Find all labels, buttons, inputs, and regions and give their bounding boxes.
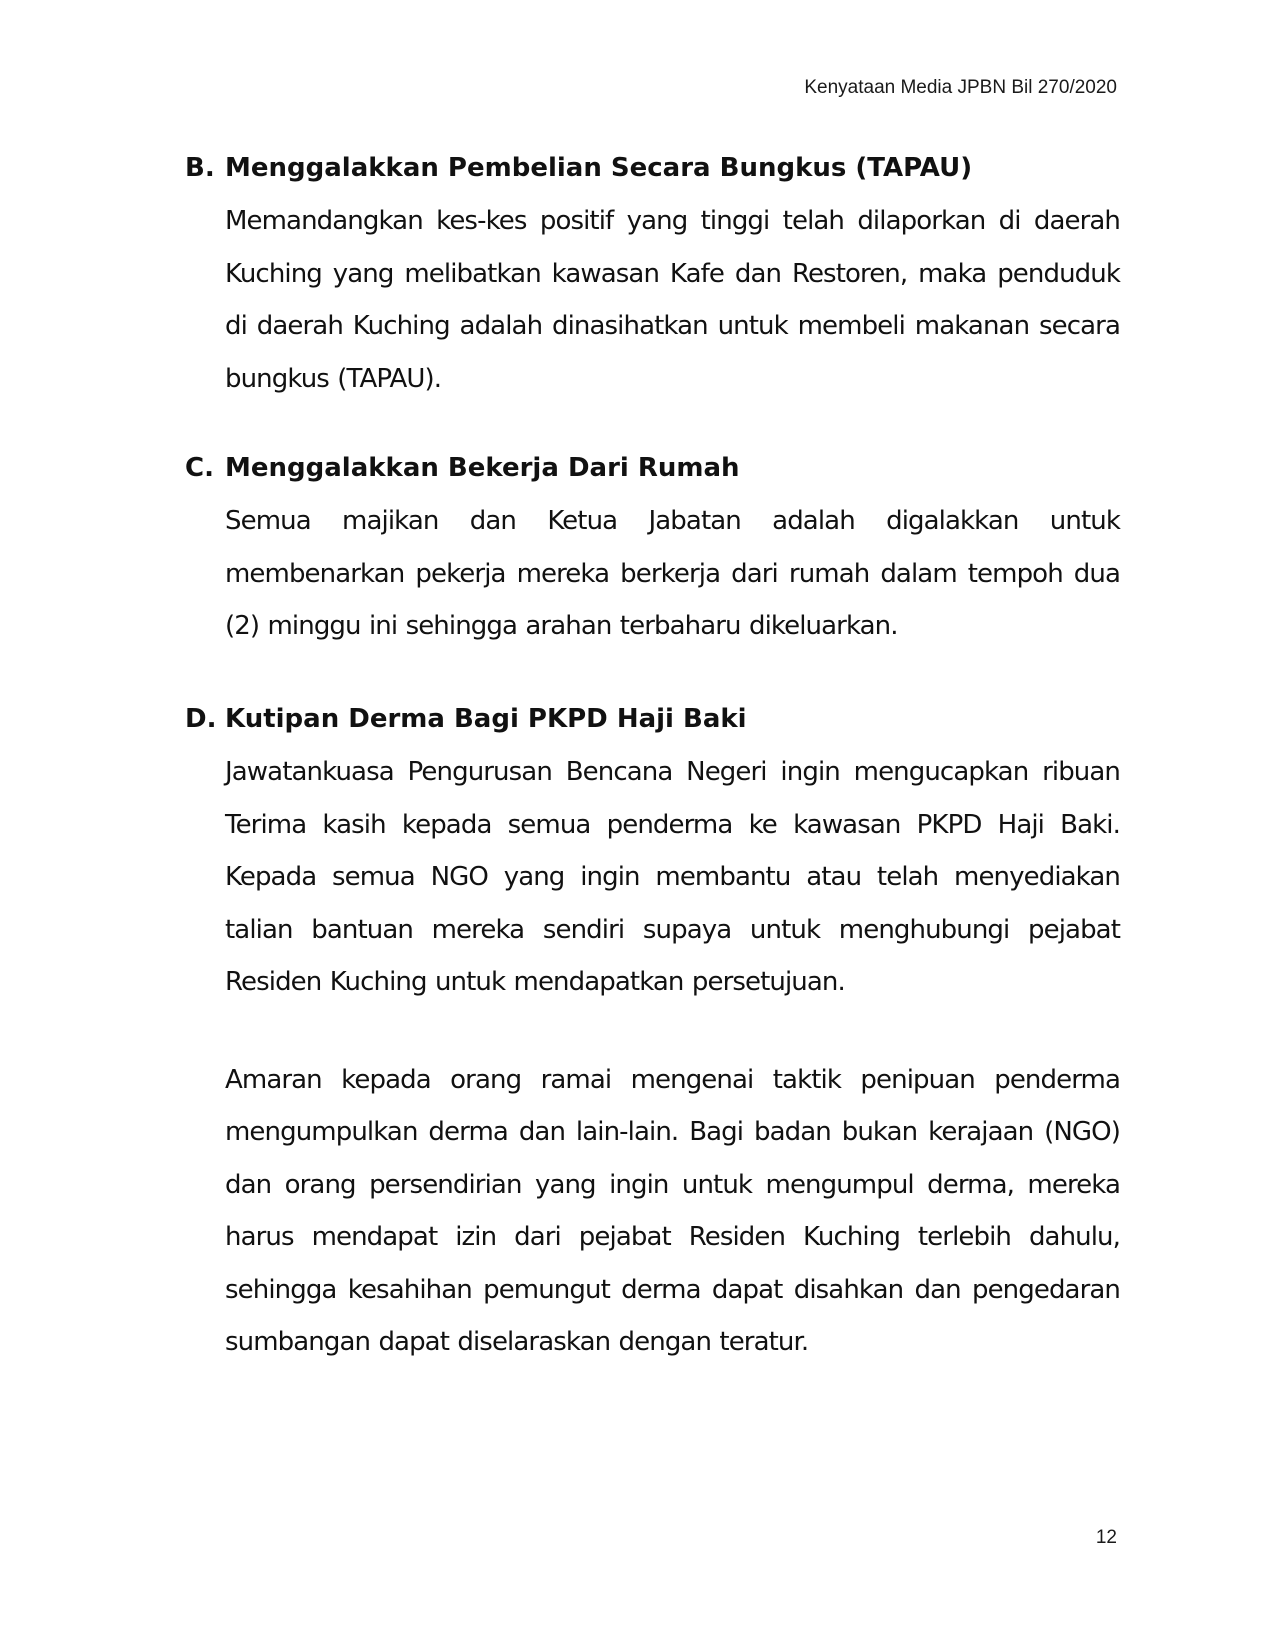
section-b-letter: B. <box>185 153 215 183</box>
section-c-paragraph: Semua majikan dan Ketua Jabatan adalah digalakkan untuk membenarkan pekerja mereka berkerja dari rumah dalam tempoh dua (2) minggu ini sehingga arahan terbaharu dikeluarkan. <box>225 506 1120 641</box>
section-d-letter: D. <box>185 704 217 734</box>
section-c-title: Menggalakkan Bekerja Dari Rumah <box>225 453 740 483</box>
section-d-paragraph-1: Jawatankuasa Pengurusan Bencana Negeri ingin mengucapkan ribuan Terima kasih kepada semua penderma ke kawasan PKPD Haji Baki. Kepada semua NGO yang ingin membantu atau telah menyediakan talian bantuan mereka sendiri supaya untuk menghubungi pejabat Residen Kuching untuk mendapatkan persetujuan. <box>225 757 1120 997</box>
page-number: 12 <box>1095 1527 1117 1548</box>
section-b-paragraph: Memandangkan kes-kes positif yang tinggi telah dilaporkan di daerah Kuching yang melibatkan kawasan Kafe dan Restoren, maka penduduk di daerah Kuching adalah dinasihatkan untuk membeli makanan secara bungkus (TAPAU). <box>225 206 1120 394</box>
section-c-heading <box>185 452 1120 484</box>
section-c <box>185 452 1120 653</box>
section-b-heading <box>185 152 1120 184</box>
section-c-letter: C. <box>185 453 214 483</box>
section-b-title: Menggalakkan Pembelian Secara Bungkus (TAPAU) <box>225 153 973 183</box>
section-d-title: Kutipan Derma Bagi PKPD Haji Baki <box>225 704 747 734</box>
section-d <box>185 703 1120 1369</box>
document-reference-header: Kenyataan Media JPBN Bil 270/2020 <box>804 77 1117 98</box>
section-d-paragraph-2: Amaran kepada orang ramai mengenai taktik penipuan penderma mengumpulkan derma dan lain-lain. Bagi badan bukan kerajaan (NGO) dan orang persendirian yang ingin untuk mengumpul derma, mereka harus mendapat izin dari pejabat Residen Kuching terlebih dahulu, sehingga kesahihan pemungut derma dapat disahkan dan pengedaran sumbangan dapat diselaraskan dengan teratur. <box>225 1064 1120 1357</box>
section-d-heading <box>185 703 1120 735</box>
section-b <box>185 152 1120 405</box>
